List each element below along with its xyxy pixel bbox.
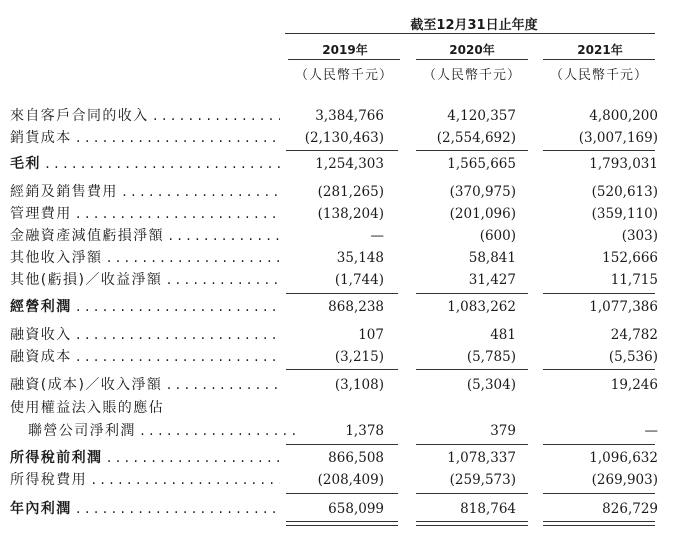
period-header: 截至12月31日止年度: [410, 18, 538, 33]
value-2020: 58,841: [468, 250, 516, 266]
value-2020: 481: [490, 327, 516, 343]
value-2021: 4,800,200: [589, 108, 658, 124]
row-label: 其他(虧損)／收益淨額 . . .: [10, 270, 280, 290]
year-header-2019: 2019年: [322, 43, 368, 57]
value-2021: 826,729: [602, 501, 658, 517]
table-row: [0, 204, 692, 224]
value-2019: 658,099: [328, 501, 384, 517]
unit-label-2021: （人民幣千元）: [549, 68, 648, 83]
value-2020: 1,565,665: [447, 156, 516, 172]
year-rule-2020: [416, 59, 528, 60]
subtotal-rule: [543, 293, 655, 294]
subtotal-rule: [286, 444, 398, 445]
table-row: [0, 248, 692, 268]
table-row: [0, 154, 692, 174]
row-label: 聯營公司淨利潤 . . .: [28, 421, 298, 441]
row-label: 其他收入淨額 . . .: [10, 248, 280, 268]
table-row: [0, 375, 692, 395]
value-2019: 866,508: [328, 450, 384, 466]
period-rule: [285, 33, 655, 34]
table-row: [0, 421, 692, 441]
value-2020: (370,975): [449, 184, 516, 200]
subtotal-rule: [286, 493, 398, 494]
subtotal-rule: [416, 444, 528, 445]
value-2019: (208,409): [317, 472, 384, 488]
year-rule-2019: [288, 59, 400, 60]
year-header-2021: 2021年: [577, 43, 623, 57]
table-row: [0, 297, 692, 317]
value-2021: 1,096,632: [589, 450, 658, 466]
value-2019: 1,378: [345, 423, 384, 439]
year-rule-2021: [543, 59, 655, 60]
value-2019: 868,238: [328, 299, 384, 315]
table-row: [0, 226, 692, 246]
row-label: 經營利潤 . . .: [10, 297, 280, 317]
subtotal-rule: [286, 369, 398, 370]
value-2021: (3,007,169): [578, 130, 658, 146]
row-label: 使用權益法入賬的應佔: [10, 400, 164, 416]
value-2020: (600): [479, 228, 516, 244]
unit-label-2020: （人民幣千元）: [422, 68, 521, 83]
subtotal-rule: [416, 369, 528, 370]
value-2019: (1,744): [334, 272, 384, 288]
value-2020: (5,304): [466, 377, 516, 393]
subtotal-rule: [543, 150, 655, 151]
row-label: 年內利潤 . . .: [10, 499, 280, 519]
value-2020: (201,096): [449, 206, 516, 222]
table-row: [0, 270, 692, 290]
value-2020: (5,785): [466, 349, 516, 365]
row-label: 所得稅費用 . . .: [10, 470, 280, 490]
subtotal-rule: [543, 493, 655, 494]
value-2019: —: [370, 228, 384, 244]
table-row: [0, 470, 692, 490]
value-2019: 3,384,766: [315, 108, 384, 124]
subtotal-rule: [416, 293, 528, 294]
value-2019: (281,265): [317, 184, 384, 200]
row-label: 來自客戶合同的收入 . . .: [10, 106, 280, 126]
table-row: [0, 347, 692, 367]
value-2021: (359,110): [591, 206, 658, 222]
row-label: 金融資產減值虧損淨額 . . .: [10, 226, 280, 246]
row-label: 融資成本 . . .: [10, 347, 280, 367]
value-2021: (520,613): [591, 184, 658, 200]
subtotal-rule: [543, 444, 655, 445]
value-2020: 4,120,357: [447, 108, 516, 124]
value-2021: 1,077,386: [589, 299, 658, 315]
table-row: [0, 499, 692, 519]
value-2021: (5,536): [608, 349, 658, 365]
total-double-rule: [543, 521, 655, 526]
table-row: [0, 182, 692, 202]
table-row: [0, 128, 692, 148]
value-2020: (259,573): [449, 472, 516, 488]
value-2021: (303): [621, 228, 658, 244]
row-label: 所得稅前利潤 . . .: [10, 448, 280, 468]
value-2020: 1,083,262: [447, 299, 516, 315]
value-2021: 1,793,031: [589, 156, 658, 172]
table-row: [0, 398, 692, 418]
table-row: [0, 325, 692, 345]
value-2021: 152,666: [602, 250, 658, 266]
row-label: 經銷及銷售費用 . . .: [10, 182, 280, 202]
subtotal-rule: [416, 150, 528, 151]
value-2021: (269,903): [591, 472, 658, 488]
subtotal-rule: [416, 493, 528, 494]
row-label: 融資(成本)／收入淨額 . . .: [10, 375, 280, 395]
value-2019: (138,204): [317, 206, 384, 222]
value-2019: 107: [358, 327, 384, 343]
total-double-rule: [286, 521, 398, 526]
total-double-rule: [416, 521, 528, 526]
subtotal-rule: [286, 293, 398, 294]
value-2021: —: [644, 423, 658, 439]
row-label: 銷貨成本 . . .: [10, 128, 280, 148]
value-2020: (2,554,692): [436, 130, 516, 146]
unit-label-2019: （人民幣千元）: [294, 68, 393, 83]
value-2019: (2,130,463): [304, 130, 384, 146]
value-2021: 24,782: [610, 327, 658, 343]
table-row: [0, 448, 692, 468]
value-2021: 11,715: [610, 272, 658, 288]
subtotal-rule: [286, 150, 398, 151]
value-2019: (3,108): [334, 377, 384, 393]
subtotal-rule: [543, 369, 655, 370]
year-header-2020: 2020年: [449, 43, 495, 57]
value-2019: (3,215): [334, 349, 384, 365]
row-label: 管理費用 . . .: [10, 204, 280, 224]
value-2020: 1,078,337: [447, 450, 516, 466]
value-2021: 19,246: [610, 377, 658, 393]
value-2020: 379: [490, 423, 516, 439]
table-row: [0, 106, 692, 126]
value-2020: 31,427: [468, 272, 516, 288]
value-2020: 818,764: [460, 501, 516, 517]
value-2019: 35,148: [336, 250, 384, 266]
value-2019: 1,254,303: [315, 156, 384, 172]
row-label: 融資收入 . . .: [10, 325, 280, 345]
row-label: 毛利 . . .: [10, 154, 280, 174]
